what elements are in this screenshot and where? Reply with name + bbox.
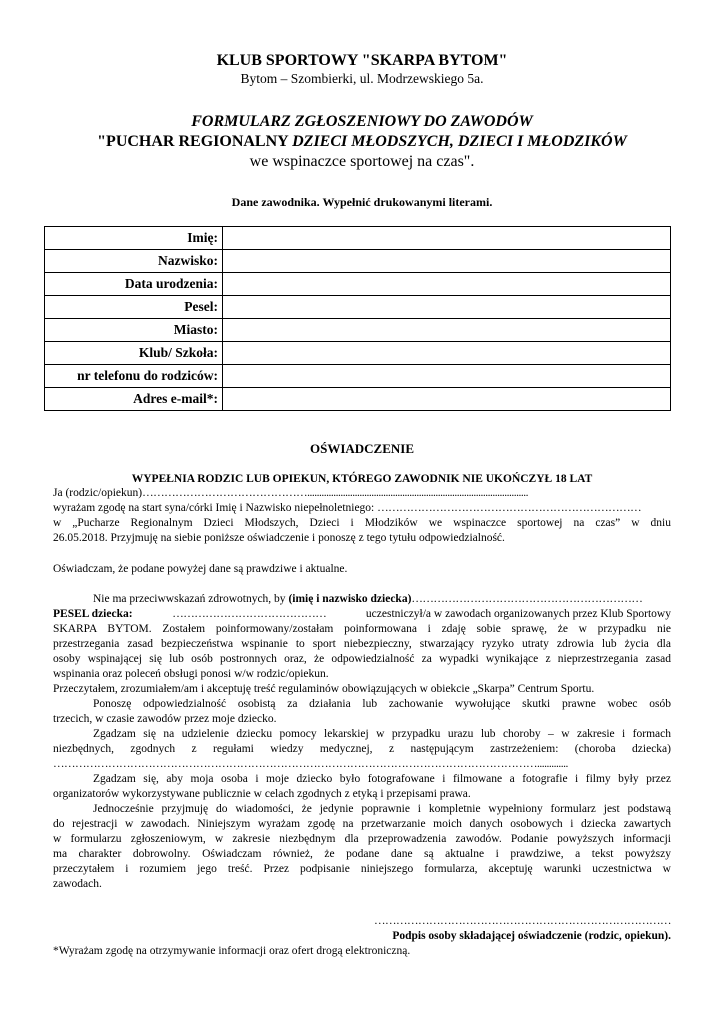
liability-line-1: Ponoszę odpowiedzialność osobistą za działania lub zachowanie wywołujące skutki prawne wobec osób [93,698,671,710]
pesel-rest: uczestniczył/a w zawodach organizowanych przez Klub Sportowy [365,608,671,620]
child-health-blank[interactable]: ……………………………………………………… [411,593,643,605]
table-row [45,319,671,342]
first-name-field[interactable] [223,227,671,250]
gdpr-line-6: zawodach. [53,878,102,890]
pesel-label: PESEL dziecka: [53,608,133,620]
club-name: KLUB SPORTOWY "SKARPA BYTOM" [216,52,508,69]
risk-line-3: osoby wspinającej się lub osób postronnych oraz, że odpowiedzialność za wypadki wynikające z nieprzestrzegania zasad [53,653,671,665]
field-label: Imię: [45,227,223,250]
cup-prefix: "PUCHAR REGIONALNY [97,133,293,150]
liability-line-2: trzecich, w czasie zawodów przez moje dziecko. [53,713,277,725]
photo-line-2: organizatorów wykorzystywane publicznie w celach zgodnych z etyką i przepisami prawa. [53,788,471,800]
table-row [45,273,671,296]
guardian-name-blank[interactable]: ………………………………………............................................................................................. [142,487,528,499]
field-label: Adres e-mail*: [45,388,223,411]
signature-label: Podpis osoby składającej oświadczenie (rodzic, opiekun). [392,930,671,942]
photo-line-1: Zgadzam się, aby moja osoba i moje dziecko było fotografowane i filmowane a fotografie i filmy były przez [93,773,671,785]
signature-blank[interactable]: ……………………………………………………………………… [374,915,671,927]
health-child-label: (imię i nazwisko dziecka) [288,593,412,605]
club-school-field[interactable] [223,342,671,365]
medical-line-1: Zgadzam się na udzielenie dziecku pomocy lekarskiej w przypadku urazu lub choroby – w zakresie i formach [93,728,671,740]
table-row [45,227,671,250]
table-row [45,365,671,388]
form-title: FORMULARZ ZGŁOSZENIOWY DO ZAWODÓW [191,113,533,130]
cup-categories: DZIECI MŁODSZYCH, DZIECI I MŁODZIKÓW [292,133,627,150]
cup-subtitle: we wspinaczce sportowej na czas". [249,153,475,170]
gdpr-line-2: do rejestracji w zawodach. Niniejszym wyrażam zgodę na przetwarzanie moich danych osobowych i dziecka zawartych [53,818,671,830]
last-name-field[interactable] [223,250,671,273]
email-field[interactable] [223,388,671,411]
field-label: Nazwisko: [45,250,223,273]
table-row [45,388,671,411]
truth-statement: Oświadczam, że podane powyżej dane są prawdziwe i aktualne. [53,563,348,575]
table-row [45,296,671,319]
pesel-line [53,607,671,622]
field-label: Pesel: [45,296,223,319]
field-label: Klub/ Szkoła: [45,342,223,365]
gdpr-line-5: przeczytałem i rozumiem jego treść. Przez podpisanie niniejszego formularza, akceptuję warunki uczestnictwa w [53,863,671,875]
declaration-title: OŚWIADCZENIE [309,441,415,456]
health-text: Nie ma przeciwwskazań zdrowotnych, by [93,593,289,605]
risk-line-1: SKARPA BYTOM. Zostałem poinformowany/zostałam poinformowana i zdaję sobie sprawę, że w przypadku nie [53,623,671,635]
gdpr-line-3: w formularzu zgłoszeniowym, w zakresie niezbędnym dla przeprowadzenia zawodów. Podanie powyższych informacji [53,833,671,845]
event-line-2: 26.05.2018. Przyjmuję na siebie poniższe oświadczenie i ponoszę z tego tytułu odpowiedzialność. [53,532,505,544]
club-address: Bytom – Szombierki, ul. Modrzewskiego 5a. [240,71,484,86]
table-row [45,250,671,273]
city-field[interactable] [223,319,671,342]
health-line [53,592,671,607]
guardian-line [53,486,671,501]
child-name-blank[interactable]: ……………………………………………………………… [377,502,642,514]
gdpr-line-4: ma charakter dobrowolny. Oświadczam również, że podane dane są aktualne i prawdziwe, a tekst powyższy [53,848,671,860]
risk-line-4: wspinania oraz poleceń obsługi ponosi w/w rodzic/opiekun. [53,668,329,680]
pesel-field[interactable] [223,296,671,319]
guardian-label: Ja (rodzic/opiekun) [53,487,143,499]
participant-data-table [44,226,671,411]
section-title: Dane zawodnika. Wypełnić drukowanymi literami. [231,195,493,209]
field-label: nr telefonu do rodziców: [45,365,223,388]
cup-title [0,133,724,151]
parent-phone-field[interactable] [223,365,671,388]
rules-statement: Przeczytałem, zrozumiałem/am i akceptuję treść regulaminów obowiązujących w obiekcie „Skarpa” Centrum Sportu. [53,683,595,695]
gdpr-line-1: Jednocześnie przyjmuję do wiadomości, że jedynie poprawnie i kompletnie wypełniony formularz jest podstawą [93,803,671,815]
field-label: Miasto: [45,319,223,342]
consent-text: wyrażam zgodę na start syna/córki Imię i Nazwisko niepełnoletniego: [53,502,375,514]
medical-line-2: niezbędnych, zgodnych z regułami wiedzy medycznej, z następującym zastrzeżeniem: (choroba dziecka) [53,743,671,755]
risk-line-2: przestrzegania zasad bezpieczeństwa wspinanie to sport niebezpieczny, stwarzający ryzyko utraty zdrowia lub życia dla [53,638,671,650]
event-line-1: w „Pucharze Regionalnym Dzieci Młodszych, Dzieci i Młodzików we wspinaczce sportowej na czas” w dniu [53,517,671,529]
medical-condition-blank[interactable]: ……………………………………………………………………………………………………………………............. [53,758,568,770]
footnote: *Wyrażam zgodę na otrzymywanie informacji oraz ofert drogą elektroniczną. [53,945,411,957]
birth-date-field[interactable] [223,273,671,296]
declaration-subtitle: WYPEŁNIA RODZIC LUB OPIEKUN, KTÓREGO ZAWODNIK NIE UKOŃCZYŁ 18 LAT [131,473,593,485]
child-pesel-blank[interactable]: …………………………………… [172,608,327,620]
table-row [45,342,671,365]
field-label: Data urodzenia: [45,273,223,296]
consent-line [53,501,671,516]
